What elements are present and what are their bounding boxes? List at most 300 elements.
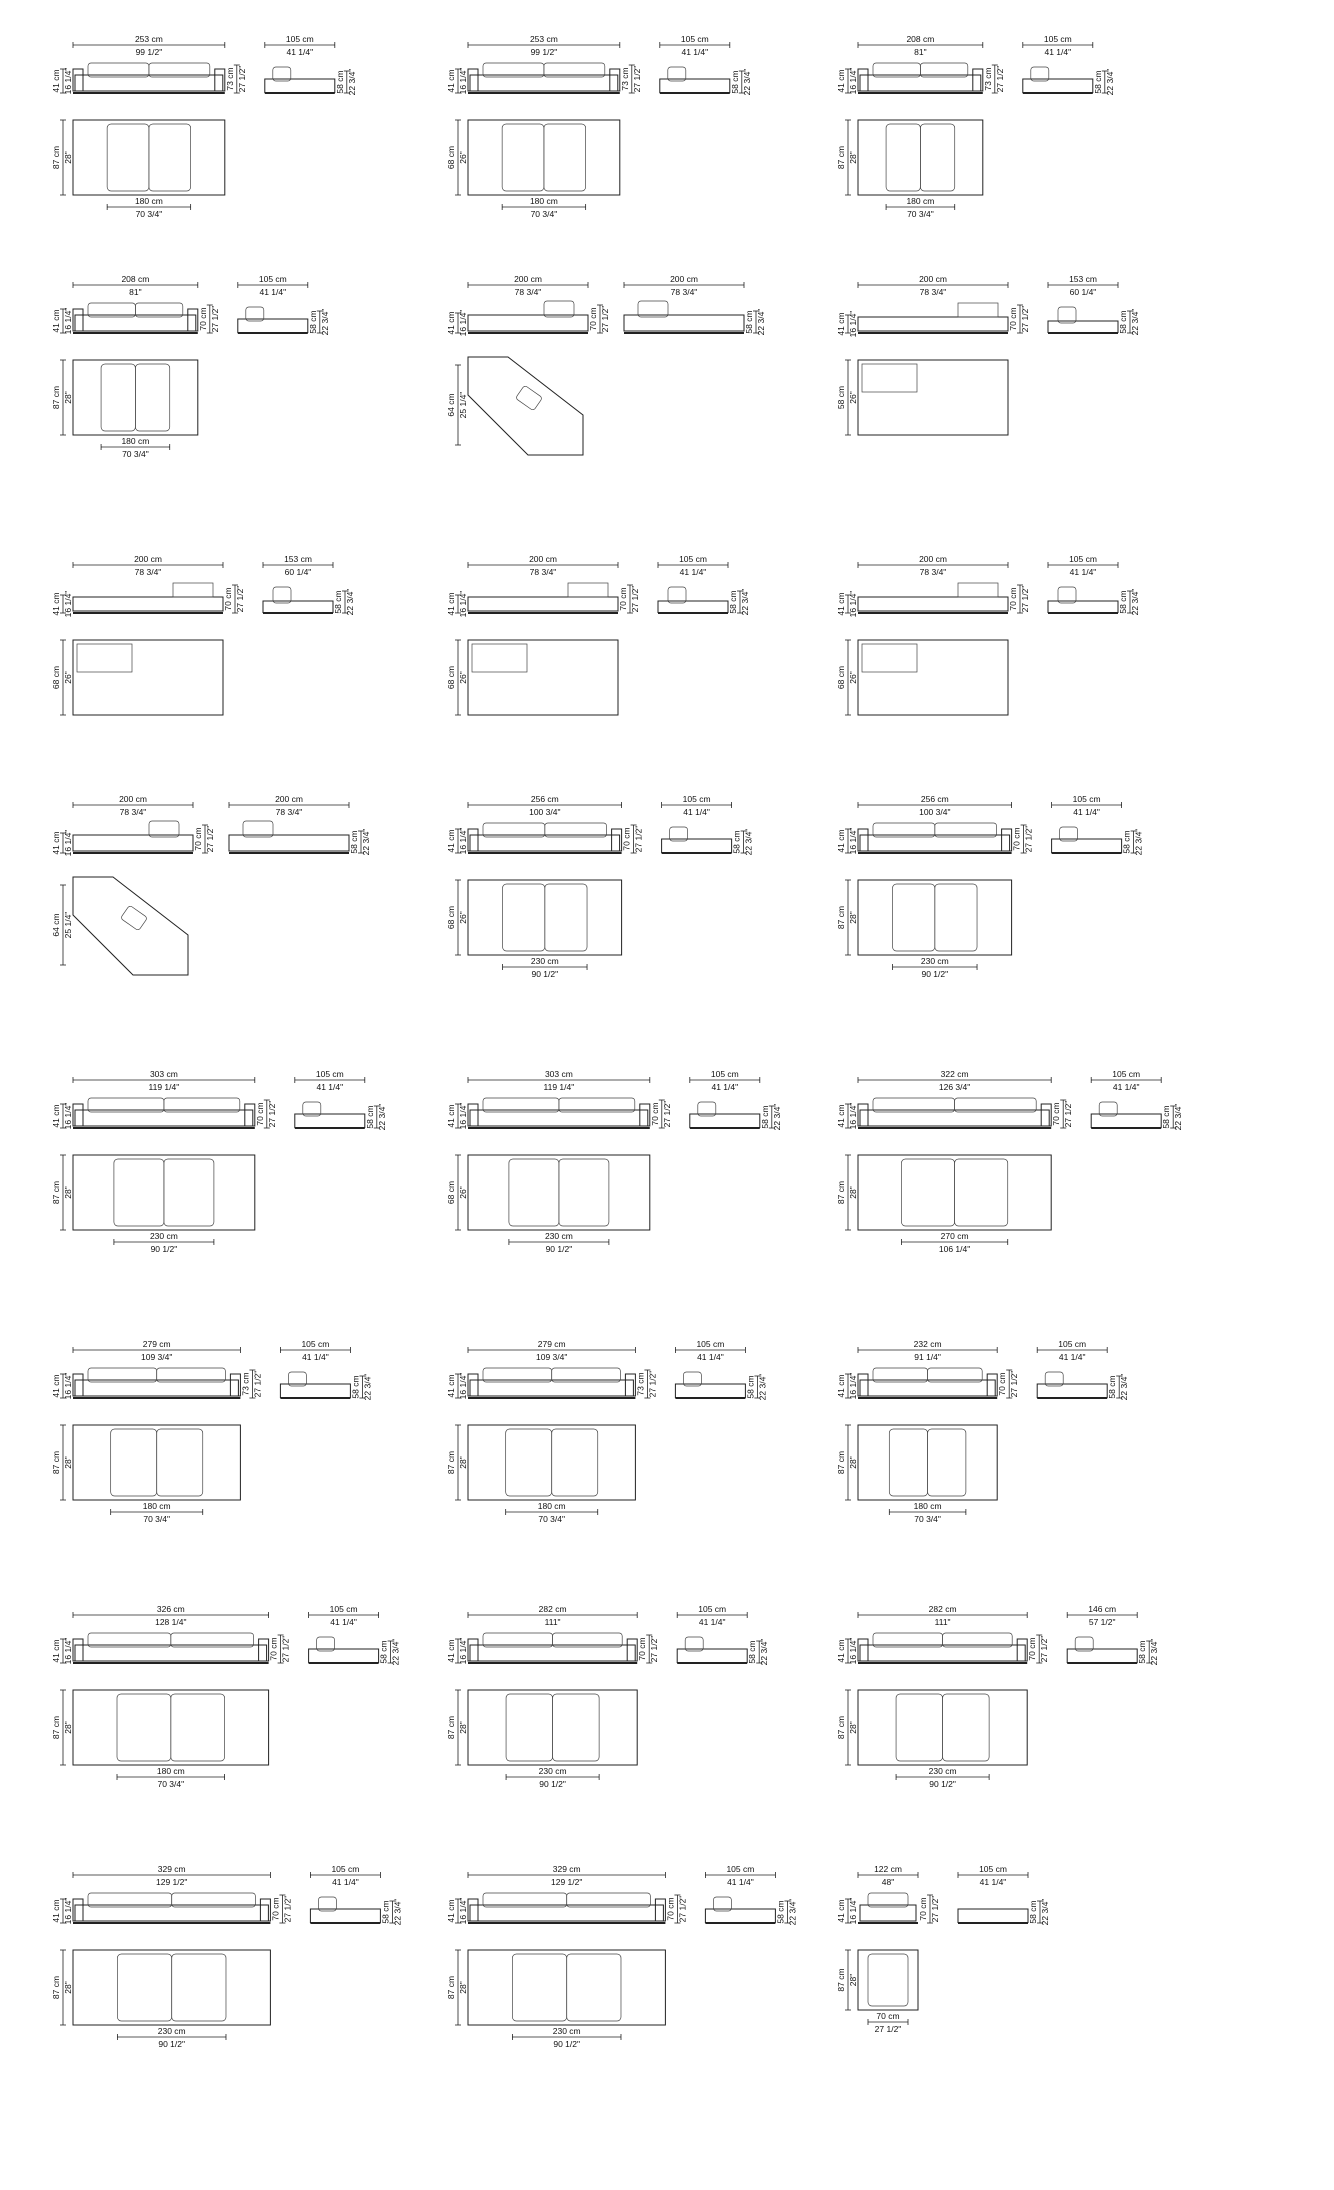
seat-width-dim-in: 90 1/2"	[539, 1779, 566, 1789]
seat-cushion	[901, 1159, 954, 1226]
drawing-r6c3	[830, 1330, 1270, 1580]
side-height-dim-cm: 58 cm	[350, 1375, 361, 1399]
seat-cushion	[135, 364, 169, 431]
seat-height-dim-in: 16 1/4"	[848, 1102, 858, 1130]
front-width-dim-cm: 322 cm	[940, 1069, 969, 1079]
side-depth-dim-cm: 105 cm	[1069, 554, 1097, 564]
side-height-dim-in: 22 3/4"	[1119, 1373, 1130, 1401]
sofa-side-elevation	[1023, 67, 1093, 93]
side-height-dim-cm: 58 cm	[731, 830, 742, 854]
seat-cushion	[509, 1159, 559, 1226]
seat-width-dim-cm: 230 cm	[149, 1231, 178, 1241]
drawing-r8c2	[440, 1855, 880, 2105]
seat-cushion	[886, 124, 920, 191]
side-height-dim-cm: 58 cm	[1121, 830, 1132, 854]
seat-cushion	[172, 1954, 226, 2021]
front-width-dim-cm: 282 cm	[538, 1604, 567, 1614]
side-depth-dim-cm: 105 cm	[726, 1864, 755, 1874]
drawing-group	[836, 1069, 1183, 1254]
plan-depth-dim-in: 28"	[848, 911, 858, 924]
side-depth-dim-cm: 153 cm	[1069, 274, 1097, 284]
sofa-front-elevation	[73, 1893, 270, 1923]
front-width-dim-in: 109 3/4"	[536, 1352, 568, 1362]
sofa-plan-view	[73, 360, 198, 435]
back-height-dim-in: 27 1/2"	[631, 65, 642, 93]
seat-width-dim-in: 70 3/4"	[538, 1514, 566, 1524]
seat-height-dim-cm: 41 cm	[51, 1639, 61, 1663]
plan-depth-dim-in: 28"	[63, 151, 73, 164]
front-width-dim-in: 78 3/4"	[134, 567, 162, 577]
sofa-front-elevation	[73, 1098, 255, 1128]
drawing-group	[836, 34, 1115, 219]
seat-cushion	[101, 364, 135, 431]
front-width-dim-cm: 122 cm	[874, 1864, 902, 1874]
back-height-dim-in: 27 1/2"	[1039, 1635, 1050, 1663]
plan-depth-dim-cm: 87 cm	[836, 145, 846, 170]
back-height-dim-cm: 70 cm	[197, 307, 208, 331]
side-depth-dim-in: 60 1/4"	[1069, 287, 1097, 297]
front-width-dim-cm: 200 cm	[919, 274, 947, 284]
back-height-dim-in: 27 1/2"	[994, 65, 1005, 93]
back-height-dim-cm: 70 cm	[223, 587, 233, 611]
seat-width-dim-in: 90 1/2"	[921, 969, 949, 979]
seat-height-dim-cm: 41 cm	[836, 829, 846, 853]
seat-cushion	[114, 1159, 164, 1226]
side-height-dim-cm: 58 cm	[1107, 1375, 1118, 1399]
drawing-r7c3	[830, 1595, 1270, 1845]
sofa-plan-view	[468, 120, 620, 195]
front-width-dim-in: 99 1/2"	[530, 47, 558, 57]
back-height-dim-cm: 70 cm	[254, 1102, 265, 1126]
seat-height-dim-cm: 41 cm	[446, 1899, 456, 1923]
plan-depth-dim-cm: 87 cm	[836, 1715, 846, 1740]
sofa-front-elevation	[858, 823, 1012, 853]
front-width-dim-in: 91 1/4"	[914, 1352, 941, 1362]
sofa-side-elevation	[310, 1897, 380, 1923]
side-height-dim-cm: 58 cm	[1161, 1105, 1172, 1129]
seat-height-dim-cm: 41 cm	[51, 309, 61, 333]
drawing-group	[51, 1864, 402, 2049]
back-height-dim-in: 27 1/2"	[600, 305, 610, 333]
plan-depth-dim-in: 26"	[458, 1186, 468, 1199]
plan-depth-dim-in: 28"	[848, 1721, 858, 1734]
seat-width-dim-cm: 230 cm	[552, 2026, 581, 2036]
plan-depth-dim-in: 26"	[458, 151, 468, 164]
drawing-group	[446, 1604, 769, 1789]
drawing-r2c1	[45, 265, 485, 515]
sofa-plan-view	[468, 880, 622, 955]
seat-cushion	[502, 124, 544, 191]
side-depth-dim-cm: 105 cm	[315, 1069, 344, 1079]
seat-width-dim-in: 90 1/2"	[929, 1779, 956, 1789]
armchair-side-elevation	[958, 1909, 1028, 1923]
back-height-dim-in: 27 1/2"	[647, 1370, 658, 1398]
side-height-dim-cm: 58 cm	[744, 310, 754, 334]
corner-front-elevation	[73, 821, 193, 853]
seat-width-dim-cm: 180 cm	[913, 1501, 942, 1511]
drawing-group	[836, 1604, 1159, 1789]
sofa-plan-view	[468, 1950, 665, 2025]
side-height-dim-in: 22 3/4"	[743, 828, 754, 856]
side-height-dim-in: 22 3/4"	[390, 1638, 401, 1666]
drawing-r1c1	[45, 25, 485, 275]
back-height-dim-cm: 70 cm	[268, 1637, 279, 1661]
side-depth-dim-cm: 105 cm	[698, 1604, 727, 1614]
plan-depth-dim-in: 26"	[848, 671, 858, 684]
side-height-dim-in: 22 3/4"	[740, 588, 750, 616]
seat-width-dim-cm: 230 cm	[928, 1766, 957, 1776]
seat-cushion	[889, 1429, 927, 1496]
side-depth-dim-in: 57 1/2"	[1088, 1617, 1116, 1627]
corner-plan-view	[73, 877, 188, 975]
front-width-dim-in: 129 1/2"	[551, 1877, 583, 1887]
sofa-side-elevation	[690, 1102, 760, 1128]
drawing-group	[446, 794, 754, 979]
drawing-group	[446, 1864, 797, 2049]
side-width-dim-cm: 200 cm	[275, 794, 303, 804]
back-height-dim-in: 27 1/2"	[661, 1100, 672, 1128]
seat-height-dim-in: 16 1/4"	[63, 1372, 73, 1400]
plan-depth-dim-cm: 87 cm	[446, 1975, 456, 2000]
side-depth-dim-in: 41 1/4"	[1058, 1352, 1086, 1362]
plan-depth-dim-cm: 87 cm	[446, 1450, 456, 1475]
sofa-front-elevation	[73, 1633, 269, 1663]
front-width-dim-in: 78 3/4"	[119, 807, 147, 817]
seat-cushion	[567, 1954, 621, 2021]
seat-width-dim-in: 70 3/4"	[907, 209, 934, 219]
back-cushion-plan	[862, 644, 917, 672]
side-height-dim-in: 22 3/4"	[1040, 1898, 1050, 1926]
plan-depth-dim-cm: 87 cm	[836, 905, 846, 930]
front-width-dim-in: 78 3/4"	[514, 287, 542, 297]
side-depth-dim-in: 41 1/4"	[316, 1082, 344, 1092]
side-depth-dim-cm: 105 cm	[979, 1864, 1007, 1874]
plan-depth-dim-cm: 87 cm	[51, 385, 61, 410]
armrest	[655, 1899, 665, 1921]
seat-width-dim-cm: 180 cm	[537, 1501, 566, 1511]
seat-width-dim-cm: 270 cm	[940, 1231, 969, 1241]
seat-cushion	[503, 884, 545, 951]
side-height-dim-cm: 58 cm	[775, 1900, 786, 1924]
front-width-dim-cm: 208 cm	[121, 274, 150, 284]
seat-width-dim-cm: 180 cm	[529, 196, 558, 206]
back-cushion	[958, 583, 998, 597]
seat-height-dim-in: 16 1/4"	[458, 1897, 468, 1925]
pillow	[515, 385, 542, 411]
sofa-side-elevation	[660, 67, 730, 93]
side-height-dim-in: 22 3/4"	[392, 1898, 403, 1926]
side-width-dim-in: 78 3/4"	[670, 287, 698, 297]
drawing-group	[836, 554, 1140, 715]
back-height-dim-in: 27 1/2"	[1063, 1100, 1074, 1128]
side-depth-dim-cm: 105 cm	[679, 554, 707, 564]
plan-depth-dim-in: 26"	[458, 911, 468, 924]
seat-cushion	[171, 1694, 225, 1761]
seat-height-dim-in: 16 1/4"	[458, 1637, 468, 1665]
seat-cushion	[545, 884, 587, 951]
sofa-front-elevation	[468, 823, 622, 853]
plan-depth-dim-cm: 68 cm	[446, 905, 456, 930]
back-height-dim-cm: 70 cm	[1008, 307, 1018, 331]
seat-cushion	[544, 124, 586, 191]
front-width-dim-in: 78 3/4"	[919, 567, 947, 577]
seat-width-dim-cm: 180 cm	[134, 196, 163, 206]
sofa-side-elevation	[662, 827, 732, 853]
seat-width-dim-in: 70 3/4"	[143, 1514, 171, 1524]
sofa-side-elevation	[1037, 1372, 1107, 1398]
seat-width-dim-cm: 230 cm	[157, 2026, 186, 2036]
seat-cushion	[506, 1429, 552, 1496]
front-width-dim-cm: 208 cm	[906, 34, 935, 44]
side-height-dim-cm: 58 cm	[1028, 1900, 1038, 1924]
side-height-dim-in: 22 3/4"	[319, 308, 330, 336]
side-depth-dim-cm: 153 cm	[284, 554, 312, 564]
side-height-dim-in: 22 3/4"	[741, 68, 752, 96]
back-height-dim-cm: 70 cm	[918, 1897, 928, 1921]
back-height-dim-in: 27 1/2"	[252, 1370, 263, 1398]
seat-height-dim-cm: 41 cm	[836, 592, 846, 616]
seat-height-dim-cm: 41 cm	[51, 1374, 61, 1398]
side-height-dim-in: 22 3/4"	[361, 828, 371, 856]
sofa-plan-view	[858, 120, 983, 195]
seat-height-dim-in: 16 1/4"	[848, 1372, 858, 1400]
chaise-front-elevation	[73, 583, 223, 613]
sofa-plan-view	[858, 1425, 997, 1500]
drawing-group	[51, 1604, 401, 1789]
seat-height-dim-in: 16 1/4"	[458, 309, 468, 337]
back-height-dim-cm: 70 cm	[665, 1897, 676, 1921]
plan-depth-dim-in: 28"	[63, 1186, 73, 1199]
side-depth-dim-in: 60 1/4"	[284, 567, 312, 577]
seat-cushion	[943, 1694, 990, 1761]
plan-depth-dim-cm: 68 cm	[446, 1180, 456, 1205]
sofa-side-elevation	[1067, 1637, 1137, 1663]
drawing-r4c1	[45, 785, 485, 1035]
front-width-dim-in: 78 3/4"	[919, 287, 947, 297]
drawing-group	[51, 34, 357, 219]
seat-height-dim-cm: 41 cm	[51, 1104, 61, 1128]
plan-depth-dim-in: 28"	[458, 1456, 468, 1469]
side-height-dim-cm: 58 cm	[1118, 590, 1128, 614]
back-height-dim-in: 27 1/2"	[266, 1100, 277, 1128]
sofa-front-elevation	[73, 63, 225, 93]
plan-depth-dim-in: 28"	[63, 1981, 73, 1994]
chaise-plan-view	[858, 640, 1008, 715]
back-height-dim-cm: 73 cm	[619, 67, 630, 91]
drawing-group	[51, 1339, 372, 1524]
seat-cushion	[552, 1429, 598, 1496]
plan-depth-dim-cm: 64 cm	[446, 393, 456, 417]
front-width-dim-cm: 253 cm	[134, 34, 163, 44]
sofa-plan-view	[73, 1155, 255, 1230]
plan-depth-dim-cm: 87 cm	[51, 1450, 61, 1475]
plan-depth-dim-cm: 87 cm	[836, 1180, 846, 1205]
plan-depth-dim-in: 26"	[458, 671, 468, 684]
sofa-side-elevation	[675, 1372, 745, 1398]
front-width-dim-in: 99 1/2"	[135, 47, 163, 57]
side-height-dim-cm: 58 cm	[1092, 70, 1103, 94]
sofa-plan-view	[858, 1155, 1051, 1230]
plan-depth-dim-in: 28"	[63, 1456, 73, 1469]
side-depth-dim-cm: 105 cm	[329, 1604, 358, 1614]
side-height-dim-in: 22 3/4"	[362, 1373, 373, 1401]
back-height-dim-cm: 70 cm	[1027, 1637, 1038, 1661]
side-depth-dim-in: 41 1/4"	[1044, 47, 1072, 57]
back-height-dim-cm: 73 cm	[224, 67, 235, 91]
seat-height-dim-cm: 41 cm	[836, 1104, 846, 1128]
front-width-dim-cm: 279 cm	[537, 1339, 566, 1349]
side-depth-dim-cm: 105 cm	[1072, 794, 1101, 804]
chaise-front-elevation	[468, 583, 618, 613]
drawing-r8c3	[830, 1855, 1270, 2105]
front-width-dim-in: 119 1/4"	[148, 1082, 180, 1092]
side-height-dim-in: 22 3/4"	[756, 308, 766, 336]
pillow	[120, 905, 147, 931]
sofa-side-elevation	[1052, 827, 1122, 853]
seat-height-dim-cm: 41 cm	[446, 592, 456, 616]
side-depth-dim-cm: 105 cm	[1058, 1339, 1087, 1349]
side-depth-dim-in: 41 1/4"	[332, 1877, 359, 1887]
seat-cushion	[896, 1694, 943, 1761]
plan-depth-dim-in: 26"	[848, 391, 858, 404]
seat-height-dim-in: 16 1/4"	[848, 67, 858, 95]
seat-width-dim-cm: 70 cm	[876, 2011, 900, 2021]
sofa-front-elevation	[858, 1368, 997, 1398]
side-height-dim-cm: 58 cm	[745, 1375, 756, 1399]
seat-height-dim-cm: 41 cm	[446, 69, 456, 93]
front-width-dim-in: 100 3/4"	[919, 807, 951, 817]
back-height-dim-in: 27 1/2"	[205, 825, 215, 853]
side-height-dim-in: 22 3/4"	[345, 588, 355, 616]
back-height-dim-cm: 70 cm	[270, 1897, 281, 1921]
back-height-dim-cm: 70 cm	[1051, 1102, 1062, 1126]
seat-width-dim-in: 70 3/4"	[530, 209, 558, 219]
drawing-r5c3	[830, 1060, 1270, 1310]
seat-width-dim-in: 90 1/2"	[553, 2039, 581, 2049]
front-width-dim-cm: 303 cm	[149, 1069, 178, 1079]
plan-depth-dim-in: 28"	[63, 391, 73, 404]
seat-cushion	[117, 1694, 171, 1761]
front-width-dim-cm: 232 cm	[913, 1339, 942, 1349]
back-height-dim-cm: 70 cm	[1011, 827, 1022, 851]
side-depth-dim-in: 41 1/4"	[979, 1877, 1007, 1887]
seat-height-dim-in: 16 1/4"	[63, 307, 73, 335]
front-width-dim-cm: 256 cm	[920, 794, 949, 804]
seat-cushion	[506, 1694, 553, 1761]
seat-cushion	[935, 884, 977, 951]
back-height-dim-cm: 70 cm	[649, 1102, 660, 1126]
back-height-dim-in: 27 1/2"	[280, 1635, 291, 1663]
back-height-dim-in: 27 1/2"	[235, 585, 245, 613]
side-width-dim-cm: 200 cm	[670, 274, 698, 284]
sofa-plan-view	[858, 880, 1012, 955]
back-height-dim-cm: 73 cm	[240, 1372, 251, 1396]
plan-depth-dim-cm: 87 cm	[836, 1968, 846, 1992]
drawing-group	[51, 274, 330, 459]
sofa-plan-view	[468, 1690, 637, 1765]
plan-depth-dim-cm: 68 cm	[446, 145, 456, 170]
sofa-plan-view	[858, 1690, 1027, 1765]
front-width-dim-cm: 200 cm	[514, 274, 542, 284]
seat-height-dim-in: 16 1/4"	[458, 67, 468, 95]
seat-cushion	[512, 1954, 566, 2021]
chaise-side-elevation	[263, 587, 333, 613]
side-height-dim-in: 22 3/4"	[757, 1373, 768, 1401]
seat-cushion	[107, 124, 149, 191]
back-height-dim-cm: 70 cm	[1008, 587, 1018, 611]
plan-depth-dim-in: 28"	[458, 1721, 468, 1734]
front-width-dim-in: 111"	[934, 1617, 951, 1627]
seat-height-dim-in: 16 1/4"	[458, 1372, 468, 1400]
back-height-dim-cm: 70 cm	[621, 827, 632, 851]
side-depth-dim-in: 41 1/4"	[302, 1352, 329, 1362]
corner-side-elevation	[624, 301, 744, 333]
sofa-side-elevation	[677, 1637, 747, 1663]
sofa-front-elevation	[468, 1368, 635, 1398]
sofa-plan-view	[73, 120, 225, 195]
corner-front-elevation	[468, 301, 588, 333]
side-height-dim-in: 22 3/4"	[1130, 308, 1140, 336]
seat-width-dim-in: 90 1/2"	[531, 969, 559, 979]
plan-depth-dim-cm: 87 cm	[836, 1450, 846, 1475]
plan-depth-dim-cm: 87 cm	[446, 1715, 456, 1740]
side-height-dim-in: 22 3/4"	[1130, 588, 1140, 616]
seat-cushion	[117, 1954, 171, 2021]
front-width-dim-cm: 329 cm	[552, 1864, 581, 1874]
side-height-dim-cm: 58 cm	[729, 70, 740, 94]
side-depth-dim-cm: 105 cm	[258, 274, 287, 284]
chaise-plan-view	[468, 640, 618, 715]
side-depth-dim-cm: 146 cm	[1088, 1604, 1117, 1614]
front-width-dim-cm: 282 cm	[928, 1604, 957, 1614]
drawing-r7c2	[440, 1595, 880, 1845]
back-height-dim-cm: 73 cm	[982, 67, 993, 91]
armrest	[625, 1374, 635, 1396]
side-depth-dim-in: 41 1/4"	[697, 1352, 724, 1362]
sofa-side-elevation	[309, 1637, 379, 1663]
seat-width-dim-cm: 230 cm	[538, 1766, 567, 1776]
sofa-plan-view	[468, 1155, 650, 1230]
seat-height-dim-cm: 41 cm	[836, 1374, 846, 1398]
front-width-dim-cm: 200 cm	[919, 554, 947, 564]
seat-cushion	[868, 1954, 908, 2006]
sofa-plan-view	[468, 1425, 635, 1500]
plan-depth-dim-in: 28"	[848, 1973, 858, 1987]
seat-cushion	[920, 124, 954, 191]
chaise-front-elevation	[858, 303, 1008, 333]
seat-height-dim-in: 16 1/4"	[63, 1897, 73, 1925]
drawing-group	[51, 554, 355, 715]
chaise-plan-view	[858, 360, 1008, 435]
drawing-r4c3	[830, 785, 1270, 1035]
sofa-side-elevation	[705, 1897, 775, 1923]
side-height-dim-in: 22 3/4"	[787, 1898, 798, 1926]
plan-depth-dim-cm: 87 cm	[51, 145, 61, 170]
sofa-front-elevation	[858, 63, 983, 93]
side-depth-dim-cm: 105 cm	[1112, 1069, 1141, 1079]
plan-depth-dim-in: 28"	[458, 1981, 468, 1994]
back-height-dim-cm: 70 cm	[637, 1637, 648, 1661]
side-depth-dim-in: 41 1/4"	[698, 1617, 726, 1627]
drawing-r6c2	[440, 1330, 880, 1580]
sofa-front-elevation	[73, 303, 198, 333]
chaise-side-elevation	[658, 587, 728, 613]
seat-height-dim-in: 16 1/4"	[848, 1897, 858, 1925]
front-width-dim-cm: 326 cm	[156, 1604, 185, 1614]
front-width-dim-in: 100 3/4"	[529, 807, 561, 817]
front-width-dim-in: 126 3/4"	[938, 1082, 971, 1092]
seat-width-dim-in: 90 1/2"	[158, 2039, 186, 2049]
